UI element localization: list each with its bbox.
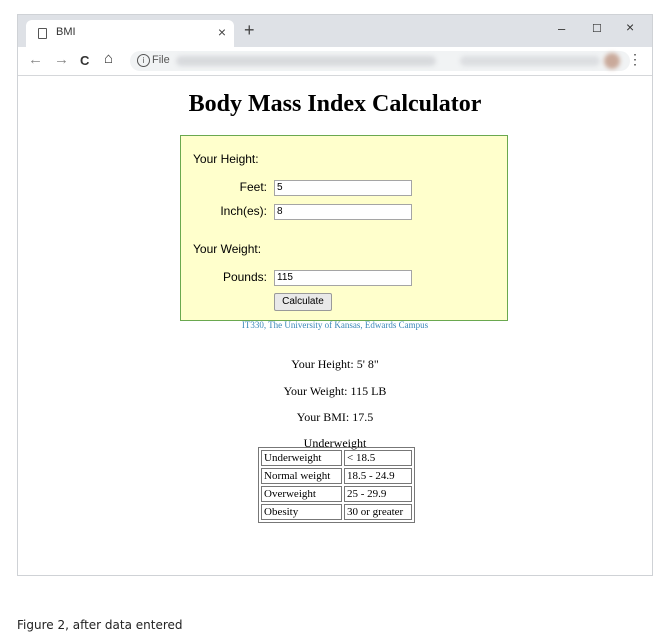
feet-label: Feet: <box>239 180 267 194</box>
address-bar[interactable] <box>130 51 630 71</box>
maximize-button[interactable]: ☐ <box>592 23 602 35</box>
weight-heading: Your Weight: <box>193 242 262 256</box>
info-icon[interactable]: i <box>137 54 150 67</box>
result-bmi: Your BMI: 17.5 <box>296 410 374 424</box>
height-heading: Your Height: <box>193 152 259 166</box>
reload-button[interactable]: C <box>80 53 90 68</box>
figure-caption: Figure 2, after data entered <box>17 618 183 632</box>
table-cell: Underweight <box>261 450 342 466</box>
tab-strip <box>18 15 652 47</box>
table-row <box>261 450 412 466</box>
table-cell: < 18.5 <box>344 450 412 466</box>
table-row <box>261 486 412 502</box>
profile-avatar[interactable] <box>604 53 620 69</box>
pounds-label: Pounds: <box>222 270 267 284</box>
result-category: Underweight <box>303 436 367 450</box>
result-height: Your Height: 5' 8" <box>291 357 379 371</box>
result-weight: Your Weight: 115 LB <box>283 384 387 398</box>
table-cell: 18.5 - 24.9 <box>344 468 412 484</box>
address-scheme: File <box>152 54 170 66</box>
tab-title: BMI <box>56 26 76 38</box>
page-content <box>18 77 652 575</box>
table-row <box>261 504 412 520</box>
page-icon <box>38 28 47 39</box>
table-cell: Normal weight <box>261 468 342 484</box>
table-cell: Obesity <box>261 504 342 520</box>
table-cell: 30 or greater <box>344 504 412 520</box>
inches-input[interactable]: 8 <box>274 204 412 220</box>
table-row <box>261 468 412 484</box>
url-text-blurred <box>176 56 436 66</box>
browser-window <box>17 14 653 576</box>
bmi-form <box>180 135 508 321</box>
tab-close-icon[interactable]: × <box>217 24 226 40</box>
inches-label: Inch(es): <box>220 204 267 218</box>
calculate-button[interactable]: Calculate <box>274 293 332 311</box>
table-cell: 25 - 29.9 <box>344 486 412 502</box>
bmi-category-table <box>258 447 415 523</box>
credit-text: IT330, The University of Kansas, Edwards Campus <box>241 320 429 330</box>
minimize-button[interactable]: – <box>558 21 566 36</box>
feet-input[interactable]: 5 <box>274 180 412 196</box>
home-button[interactable]: ⌂ <box>104 50 114 67</box>
page-title: Body Mass Index Calculator <box>188 91 482 117</box>
close-window-button[interactable]: × <box>626 19 635 35</box>
table-cell: Overweight <box>261 486 342 502</box>
browser-toolbar <box>18 47 652 76</box>
menu-icon[interactable]: ⋮ <box>628 51 642 67</box>
extensions-blurred <box>460 56 600 66</box>
back-button[interactable]: ← <box>28 51 43 68</box>
tab-bmi[interactable] <box>26 20 234 47</box>
new-tab-button[interactable]: + <box>244 20 255 40</box>
pounds-input[interactable]: 115 <box>274 270 412 286</box>
forward-button[interactable]: → <box>54 51 69 68</box>
